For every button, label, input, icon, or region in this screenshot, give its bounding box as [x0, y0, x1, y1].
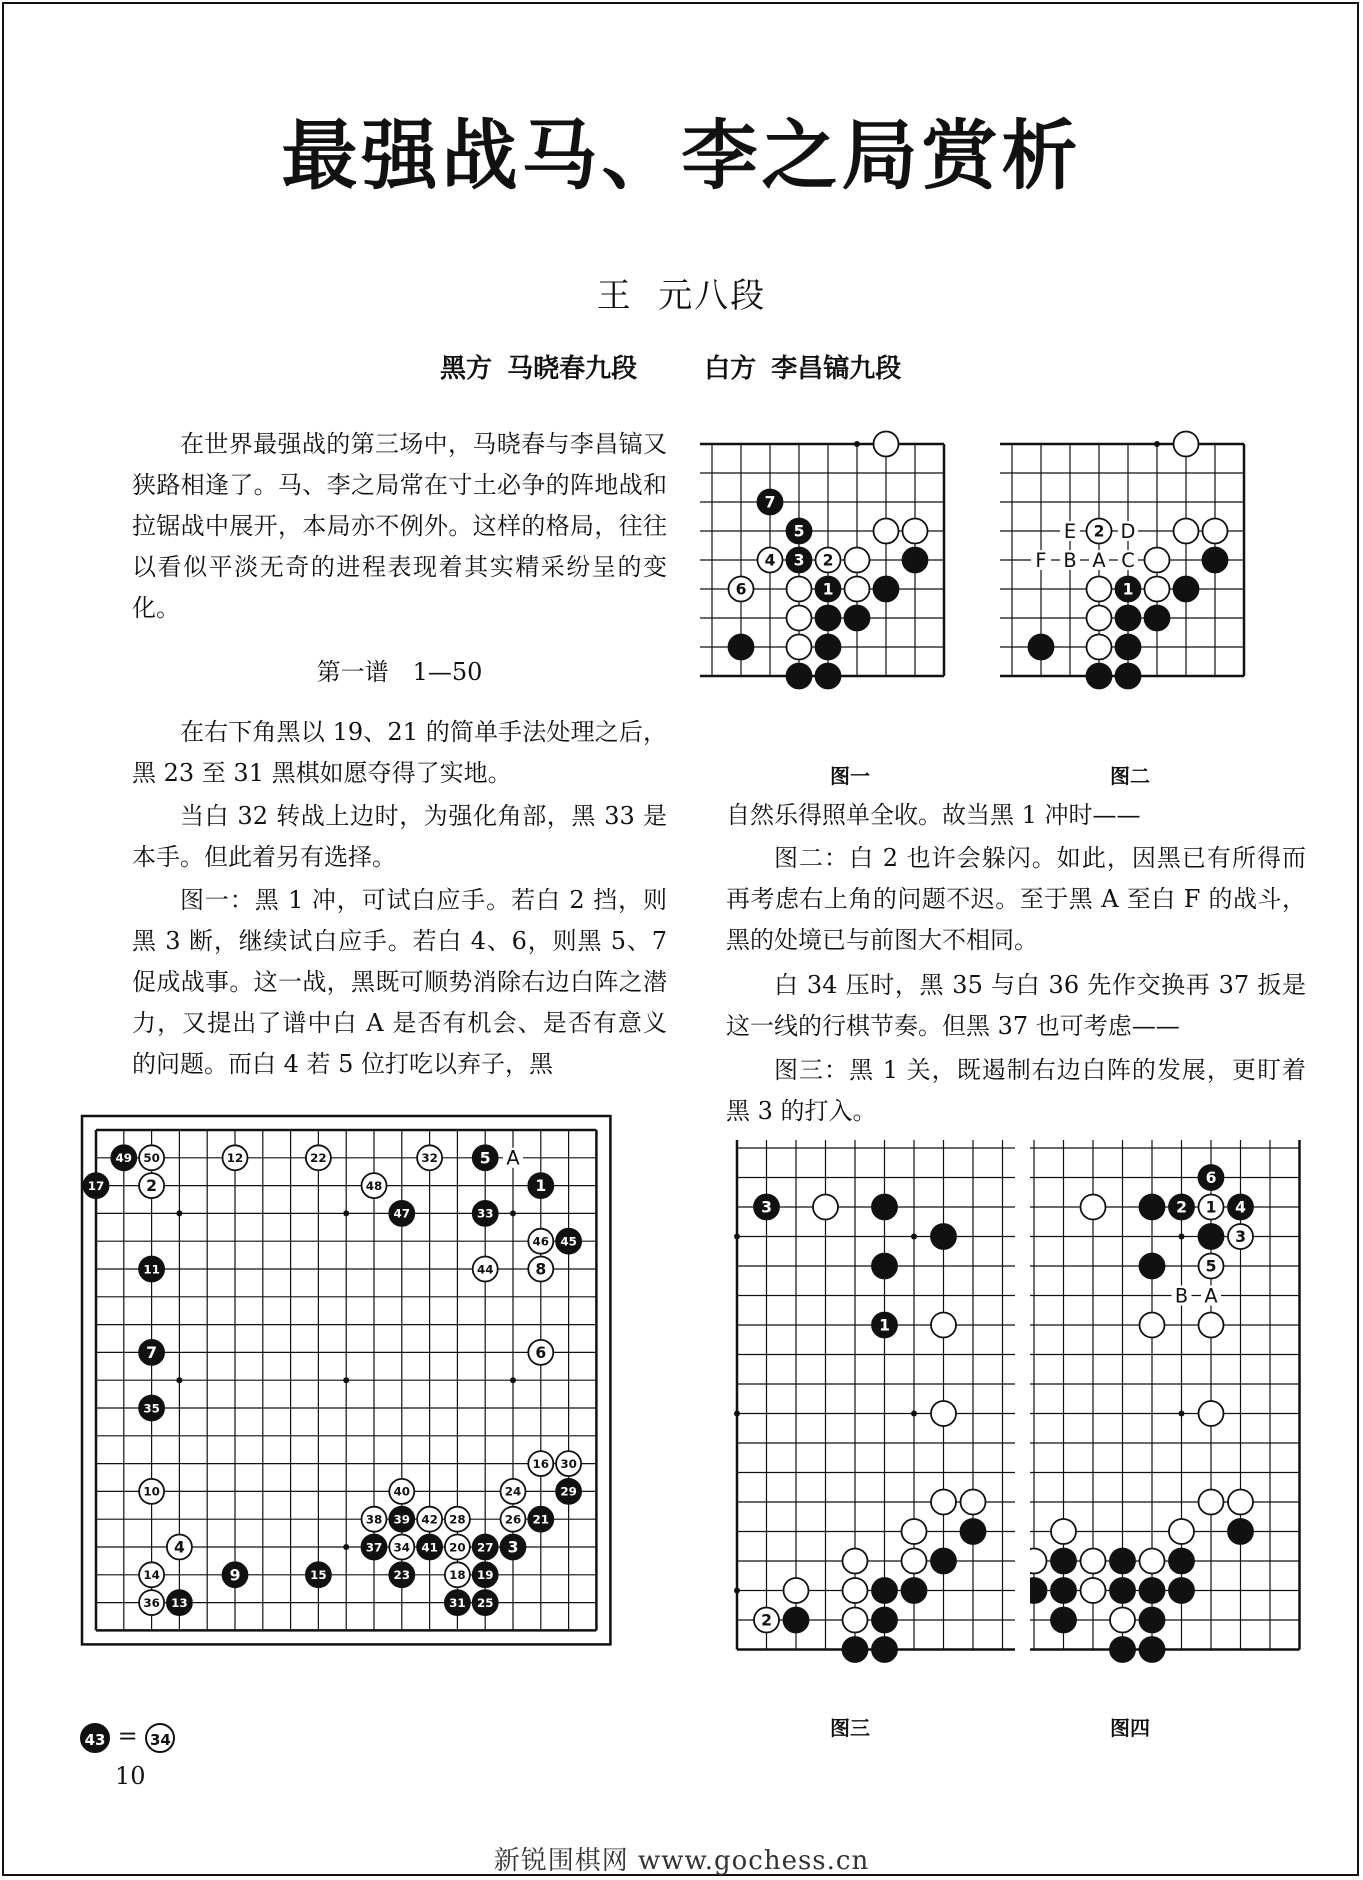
move-number: 23: [393, 1568, 411, 1583]
white-stone: [813, 1195, 838, 1220]
move-number: 3: [507, 1538, 519, 1557]
move-number: 2: [146, 1177, 158, 1196]
section-heading: 第一谱 1—50: [316, 658, 483, 686]
move-number: 26: [504, 1512, 522, 1527]
move-number: 7: [764, 493, 776, 512]
black-stone: [1169, 1578, 1194, 1603]
white-stone: [1081, 1549, 1106, 1574]
black-stone: [729, 635, 754, 660]
white-label: 白方: [704, 354, 757, 384]
move-number: 28: [449, 1512, 466, 1527]
black-stone: [874, 577, 899, 602]
black-player-name: 马晓春九段: [507, 354, 638, 384]
white-stone: [1145, 548, 1170, 573]
white-stone: [1199, 1490, 1224, 1515]
board-label: B: [1063, 548, 1077, 572]
black-label: 黑方: [440, 354, 493, 384]
move-number: 31: [449, 1595, 466, 1610]
white-stone: [1087, 577, 1112, 602]
black-stone: [1145, 606, 1170, 631]
figure-4-board: [1030, 1140, 1320, 1680]
black-stone: [843, 1637, 868, 1662]
move-number: 25: [476, 1595, 494, 1610]
white-stone: [1030, 1549, 1047, 1574]
move-number: 40: [393, 1484, 411, 1499]
white-stone: [1087, 606, 1112, 631]
move-number: 11: [143, 1262, 160, 1277]
black-stone: [1140, 1608, 1165, 1633]
move-number: 35: [143, 1401, 160, 1416]
move-number: 4: [173, 1538, 185, 1557]
black-stone: [1110, 1549, 1135, 1574]
article-title: 最强战马、李之局赏析: [281, 111, 1082, 200]
move-number: 1: [822, 580, 834, 599]
move-number: 16: [532, 1456, 550, 1471]
black-stone: [816, 606, 841, 631]
black-stone: [1140, 1637, 1165, 1662]
figure-3-board: [725, 1140, 1015, 1680]
white-stone: [843, 1549, 868, 1574]
black-stone-43: 43: [80, 1723, 110, 1753]
white-stone: [1169, 1519, 1194, 1544]
paragraph-2: 在右下角黑以 19、21 的简单手法处理之后，黑 23 至 31 黑棋如愿夺得了实地。: [132, 718, 667, 787]
move-number: 2: [822, 551, 834, 570]
black-stone: [1087, 664, 1112, 689]
black-stone: [1116, 635, 1141, 660]
black-stone: [1110, 1578, 1135, 1603]
white-stone: [931, 1490, 956, 1515]
board-label: A: [506, 1146, 520, 1170]
move-number: 6: [535, 1344, 547, 1363]
move-number: 20: [449, 1540, 466, 1555]
move-number: 41: [421, 1540, 438, 1555]
move-number: 5: [479, 1149, 491, 1168]
move-number: 6: [735, 580, 747, 599]
black-stone: [961, 1519, 986, 1544]
white-stone: [1081, 1578, 1106, 1603]
black-stone: [1228, 1519, 1253, 1544]
black-stone: [845, 606, 870, 631]
move-number: 2: [1176, 1198, 1187, 1217]
move-number: 39: [393, 1512, 411, 1527]
black-stone: [872, 1195, 897, 1220]
black-stone: [816, 635, 841, 660]
white-stone: [1140, 1313, 1165, 1338]
white-stone: [902, 1549, 927, 1574]
move-number: 27: [476, 1540, 494, 1555]
black-stone: [1030, 1578, 1047, 1603]
black-stone: [1203, 548, 1228, 573]
black-stone: [1051, 1549, 1076, 1574]
move-number: 2: [761, 1611, 772, 1630]
col2-paragraph-1: 自然乐得照单全收。故当黑 1 冲时——: [726, 801, 1141, 829]
white-stone: [843, 1608, 868, 1633]
players-line: [440, 348, 907, 385]
white-stone: [845, 577, 870, 602]
white-stone: [874, 432, 899, 457]
move-number: 24: [504, 1484, 522, 1499]
move-number: 3: [793, 551, 805, 570]
white-stone: [961, 1490, 986, 1515]
white-stone: [1199, 1313, 1224, 1338]
black-stone: [931, 1549, 956, 1574]
move-number: 5: [793, 522, 805, 541]
move-number: 3: [1235, 1228, 1246, 1247]
move-number: 15: [310, 1568, 327, 1583]
black-stone: [1169, 1549, 1194, 1574]
move-number: 34: [393, 1540, 411, 1555]
board-label: E: [1063, 519, 1077, 543]
move-number: 19: [476, 1568, 494, 1583]
black-stone: [1051, 1578, 1076, 1603]
page-number: 10: [115, 1762, 146, 1790]
board-label: B: [1174, 1284, 1189, 1308]
white-stone: [1081, 1195, 1106, 1220]
figure-2-caption: 图二: [1110, 764, 1150, 788]
black-stone: [903, 548, 928, 573]
white-stone: [787, 577, 812, 602]
move-number: 3: [761, 1198, 772, 1217]
move-number: 47: [393, 1206, 411, 1221]
white-stone: [1174, 432, 1199, 457]
white-stone: [1203, 519, 1228, 544]
board-label: D: [1120, 519, 1136, 543]
move-number: 1: [879, 1316, 890, 1335]
author-line: 王 元八段: [596, 276, 767, 316]
move-number: 4: [764, 551, 776, 570]
move-number: 50: [143, 1151, 160, 1166]
black-stone: [872, 1637, 897, 1662]
white-stone: [843, 1578, 868, 1603]
move-number: 13: [171, 1595, 188, 1610]
black-stone: [1140, 1195, 1165, 1220]
black-stone: [1051, 1608, 1076, 1633]
move-number: 8: [535, 1260, 547, 1279]
white-stone: [845, 548, 870, 573]
move-number: 9: [229, 1566, 241, 1585]
black-stone: [787, 664, 812, 689]
move-number: 42: [421, 1512, 438, 1527]
white-stone: [1145, 577, 1170, 602]
move-number: 1: [535, 1177, 547, 1196]
white-stone: [1199, 1401, 1224, 1426]
move-number: 14: [143, 1568, 160, 1583]
move-number: 30: [560, 1456, 577, 1471]
figure-4-caption: 图四: [1110, 1716, 1150, 1740]
white-stone: [1087, 635, 1112, 660]
move-number: 17: [87, 1178, 105, 1193]
white-stone-34: 34: [145, 1723, 175, 1753]
move-number: 49: [115, 1151, 133, 1166]
black-stone: [784, 1608, 809, 1633]
black-stone: [1029, 635, 1054, 660]
white-stone: [903, 519, 928, 544]
board-label: F: [1035, 548, 1047, 572]
white-stone: [787, 635, 812, 660]
black-stone: [872, 1254, 897, 1279]
paragraph-4: 图一：黑 1 冲，可试白应手。若白 2 挡，则黑 3 断，继续试白应手。若白 4、6，则黑 5、7 促成战事。这一战，黑既可顺势消除右边白阵之潜力，又提出了谱中白 A 是否有机会、是否有意义的问题。而白 4 若 5 位打吃以弃子，黑: [132, 886, 667, 1078]
figure-1-caption: 图一: [830, 764, 870, 788]
move-number: 37: [365, 1540, 383, 1555]
move-number: 45: [560, 1234, 577, 1249]
black-stone: [1116, 606, 1141, 631]
move-number: 12: [226, 1151, 244, 1166]
white-stone: [931, 1401, 956, 1426]
intro-paragraph: 在世界最强战的第三场中，马晓春与李昌镐又狭路相逢了。马、李之局常在寸土必争的阵地战和拉锯战中展开，本局亦不例外。这样的格局，往往以看似平淡无奇的进程表现着其实精采纷呈的变化。: [132, 430, 667, 622]
move-number: 33: [476, 1206, 494, 1221]
white-stone: [1051, 1519, 1076, 1544]
move-number: 38: [365, 1512, 383, 1527]
move-number: 36: [143, 1595, 160, 1610]
move-number: 5: [1205, 1257, 1217, 1276]
move-number: 1: [1122, 580, 1134, 599]
white-stone: [874, 519, 899, 544]
board-label: A: [1092, 548, 1106, 572]
black-stone: [872, 1608, 897, 1633]
white-player-name: 李昌镐九段: [771, 354, 902, 384]
move-number: 44: [476, 1262, 494, 1277]
white-stone: [784, 1578, 809, 1603]
move-number: 32: [421, 1151, 438, 1166]
black-stone: [1140, 1254, 1165, 1279]
white-stone: [1174, 519, 1199, 544]
move-number: 46: [532, 1234, 550, 1249]
white-stone: [1110, 1608, 1135, 1633]
figure-2-board: [1000, 430, 1260, 710]
move-number: 1: [1205, 1198, 1217, 1217]
black-stone: [872, 1578, 897, 1603]
black-stone: [1140, 1578, 1165, 1603]
equals-sign: =: [117, 1722, 138, 1750]
black-stone: [931, 1224, 956, 1249]
black-stone: [1199, 1224, 1224, 1249]
move-number: 48: [365, 1178, 383, 1193]
move-number: 21: [532, 1512, 550, 1527]
move-number: 10: [143, 1484, 160, 1499]
move-number: 29: [560, 1484, 577, 1499]
move-number: 7: [146, 1344, 158, 1363]
col2-paragraph-3: 白 34 压时，黑 35 与白 36 先作交换再 37 扳是这一线的行棋节奏。但黑 37 也可考虑——: [726, 971, 1306, 1040]
col2-paragraph-4: 图三：黑 1 关，既遏制右边白阵的发展，更盯着黑 3 的打入。: [726, 1056, 1306, 1125]
game-record-board: [80, 1100, 680, 1700]
move-number: 6: [1205, 1169, 1217, 1188]
footer-watermark: 新锐围棋网 www.gochess.cn: [493, 1846, 870, 1876]
move-number: 4: [1235, 1198, 1246, 1217]
black-stone: [902, 1578, 927, 1603]
black-stone: [1174, 577, 1199, 602]
board-label: C: [1121, 548, 1135, 572]
white-stone: [1140, 1549, 1165, 1574]
move-number: 22: [310, 1151, 327, 1166]
black-stone: [1110, 1637, 1135, 1662]
white-stone: [931, 1313, 956, 1338]
white-stone: [902, 1519, 927, 1544]
figure-1-board: [700, 430, 960, 710]
col2-paragraph-2: 图二：白 2 也许会躲闪。如此，因黑已有所得而再考虑右上角的问题不迟。至于黑 A 至白 F 的战斗，黑的处境已与前图大不相同。: [726, 844, 1306, 954]
figure-3-caption: 图三: [830, 1716, 870, 1740]
paragraph-3: 当白 32 转战上边时，为强化角部，黑 33 是本手。但此着另有选择。: [132, 802, 667, 871]
black-stone: [816, 664, 841, 689]
move-note: [80, 1722, 175, 1753]
board-label: A: [1204, 1284, 1218, 1308]
white-stone: [1228, 1490, 1253, 1515]
white-stone: [787, 606, 812, 631]
move-number: 18: [449, 1568, 466, 1583]
move-number: 2: [1093, 522, 1105, 541]
black-stone: [1116, 664, 1141, 689]
